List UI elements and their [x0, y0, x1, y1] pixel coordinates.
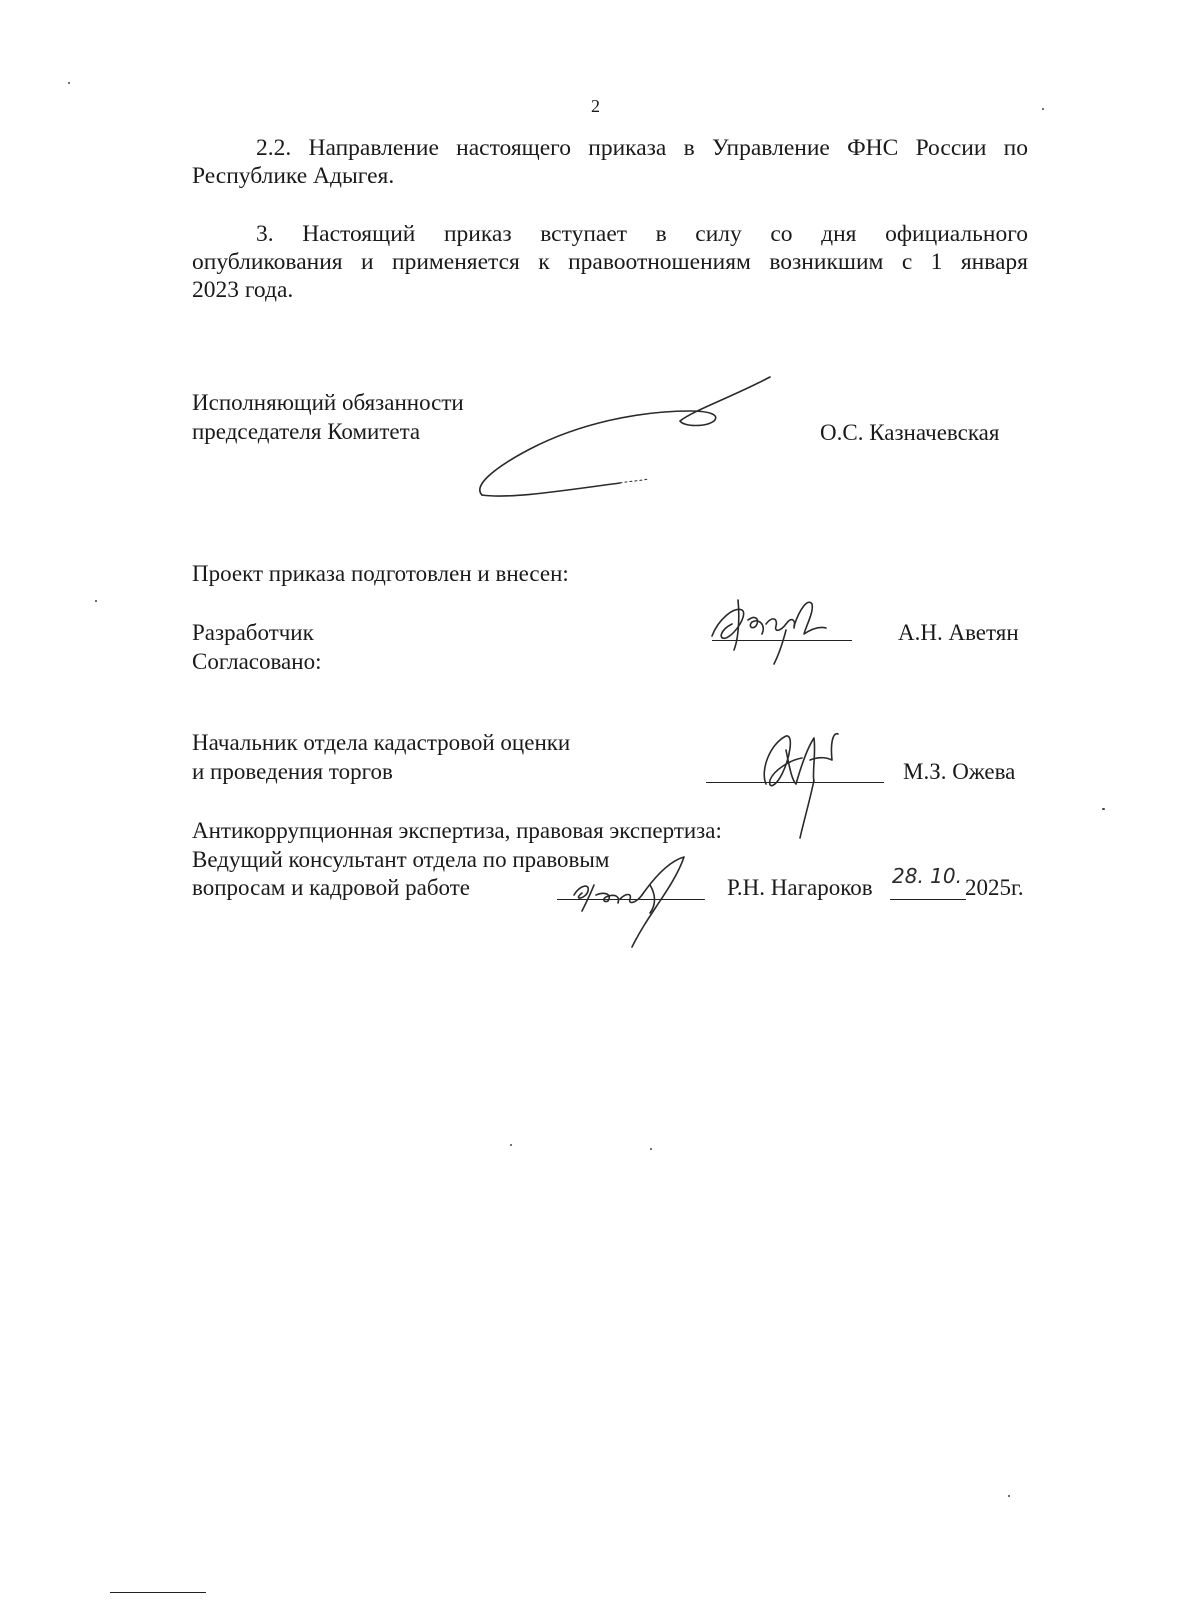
signatory-name: О.С. Казначевская — [820, 420, 1000, 445]
expertise-date-handwritten: 28. 10. — [892, 864, 962, 888]
expertise-date-suffix: 2025г. — [965, 875, 1024, 900]
expertise-date-line — [890, 899, 966, 900]
signature-cadastral — [750, 730, 860, 840]
signature-developer — [708, 590, 858, 670]
paragraph-2-2-line-2: Республике Адыгея. — [192, 163, 395, 189]
signature-expertise — [560, 855, 720, 955]
paragraph-3-line-2: опубликования и применяется к правоотношениям возникшим с 1 января — [192, 249, 1028, 275]
expertise-heading: Антикоррупционная экспертиза, правовая экспертиза: — [192, 818, 722, 843]
expertise-role-line-1: Ведущий консультант отдела по правовым — [192, 847, 610, 872]
expertise-role-line-2: вопросам и кадровой работе — [192, 875, 471, 900]
page-number: 2 — [591, 96, 600, 116]
paragraph-3 — [192, 220, 1028, 304]
scan-speck — [650, 1148, 652, 1150]
scan-speck — [1008, 1495, 1010, 1497]
paragraph-2-2 — [192, 134, 1028, 190]
paragraph-3-line-3: 2023 года. — [192, 277, 294, 303]
cadastral-role-line-1: Начальник отдела кадастровой оценки — [192, 730, 571, 755]
paragraph-2-2-line-1: 2.2. Направление настоящего приказа в Управление ФНС России по — [256, 135, 1028, 161]
prepared-heading: Проект приказа подготовлен и внесен: — [192, 561, 569, 586]
signatory-title-line-1: Исполняющий обязанности — [192, 390, 464, 415]
signature-chairman — [470, 375, 800, 515]
cadastral-role-line-2: и проведения торгов — [192, 759, 393, 784]
expertise-name: Р.Н. Нагароков — [727, 875, 873, 900]
scan-speck — [1102, 808, 1105, 810]
scan-speck — [1042, 108, 1044, 110]
scan-speck — [510, 1144, 512, 1146]
signatory-title-line-2: председателя Комитета — [192, 419, 421, 444]
cadastral-name: М.З. Ожева — [903, 759, 1016, 784]
developer-role: Разработчик — [192, 620, 314, 645]
scan-speck — [95, 600, 97, 602]
agreed-label: Согласовано: — [192, 649, 322, 674]
paragraph-3-line-1: 3. Настоящий приказ вступает в силу со дня официального — [256, 221, 1028, 247]
scan-speck — [68, 82, 70, 84]
developer-name: А.Н. Аветян — [898, 620, 1019, 645]
footer-scan-line — [110, 1592, 206, 1593]
